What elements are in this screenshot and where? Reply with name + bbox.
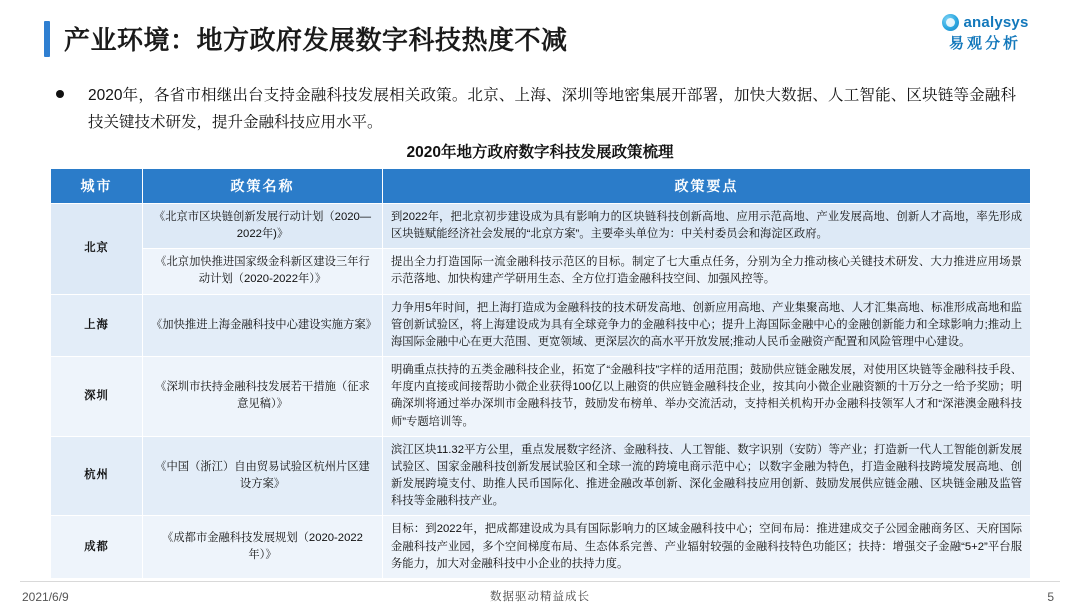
table-row: [51, 249, 1031, 294]
cell-policy-points: 到2022年，把北京初步建设成为具有影响力的区块链科技创新高地、应用示范高地、产业发展高地、创新人才高地，率先形成区块链赋能经济社会发展的“北京方案”。主要牵头单位为：中关村委员会和海淀区政府。: [383, 204, 1031, 249]
cell-city: 上海: [51, 294, 143, 356]
bullet-text: 2020年，各省市相继出台支持金融科技发展相关政策。北京、上海、深圳等地密集展开部署，加快大数据、人工智能、区块链等金融科技关键技术研发，提升金融科技应用水平。: [88, 87, 1016, 132]
cell-city: 深圳: [51, 357, 143, 437]
cell-city: 杭州: [51, 436, 143, 516]
cell-policy-points: 明确重点扶持的五类金融科技企业，拓宽了“金融科技”字样的适用范围；鼓励供应链金融发展，对使用区块链等金融科技手段、年度内直接或间接帮助小微企业获得100亿以上融资的供应链金融科技企业，按其向小微企业融资额的十万分之一给予奖励；明确深圳将通过举办深圳市金融科技节，鼓励发布榜单、举办交流活动，支持相关机构开办金融科技领军人才和“深港澳金融科技师”专题培训等。: [383, 357, 1031, 437]
footer-slogan: 数据驱动精益成长: [490, 591, 590, 603]
page-title: [44, 20, 568, 57]
bullet-paragraph: [56, 82, 1016, 136]
cell-policy-name: 《北京加快推进国家级金科新区建设三年行动计划（2020-2022年）》: [143, 249, 383, 294]
table-row: [51, 294, 1031, 356]
table-row: [51, 204, 1031, 249]
policy-table-wrap: [50, 168, 1030, 579]
title-accent-bar: [44, 21, 50, 57]
table-row: [51, 436, 1031, 516]
title-text: 产业环境：地方政府发展数字科技热度不减: [64, 25, 568, 55]
table-header-row: [51, 169, 1031, 204]
table-row: [51, 357, 1031, 437]
footer-divider: [20, 581, 1060, 582]
logo-subtitle: 易观分析: [948, 35, 1021, 52]
logo-top-row: [920, 14, 1050, 31]
col-header-policy-points: 政策要点: [383, 169, 1031, 204]
cell-city: 北京: [51, 204, 143, 295]
col-header-policy-name: 政策名称: [143, 169, 383, 204]
policy-table: [50, 168, 1031, 579]
cell-policy-name: 《成都市金融科技发展规划（2020-2022年）》: [143, 516, 383, 578]
cell-policy-points: 目标：到2022年，把成都建设成为具有国际影响力的区域金融科技中心；空间布局：推进建成交子公园金融商务区、天府国际金融科技产业园，多个空间梯度布局、生态体系完善、产业辐射较强的金融科技特色功能区；扶持：增强交子金融“5+2”平台服务能力，加大对金融科技中小企业的扶持力度。: [383, 516, 1031, 578]
cell-policy-points: 提出全力打造国际一流金融科技示范区的目标。制定了七大重点任务，分别为全力推动核心关键技术研发、大力推进应用场景示范落地、加快构建产学研用生态、全方位打造金融科技空间、加强风控等。: [383, 249, 1031, 294]
cell-policy-name: 《北京市区块链创新发展行动计划（2020—2022年)》: [143, 204, 383, 249]
col-header-city: 城市: [51, 169, 143, 204]
brand-logo: [920, 14, 1050, 53]
footer-page-number: 5: [1047, 590, 1054, 604]
table-caption: 2020年地方政府数字科技发展政策梳理: [406, 144, 674, 161]
analysys-logo-icon: [942, 14, 959, 31]
cell-policy-points: 力争用5年时间，把上海打造成为金融科技的技术研发高地、创新应用高地、产业集聚高地、人才汇集高地、标准形成高地和监管创新试验区，将上海建设成为具有全球竞争力的金融科技中心；提升上海国际金融中心的金融创新能力和全球影响力;推动上海国际金融中心在更大范围、更宽领域、更深层次的高水平开放发展;推动人民币金融资产配置和风险管理中心建设。: [383, 294, 1031, 356]
cell-city: 成都: [51, 516, 143, 578]
cell-policy-name: 《深圳市扶持金融科技发展若干措施（征求意见稿）》: [143, 357, 383, 437]
table-row: [51, 516, 1031, 578]
bullet-dot-icon: [56, 90, 64, 98]
footer-date: 2021/6/9: [22, 590, 69, 604]
logo-wordmark: analysys: [963, 14, 1029, 31]
cell-policy-name: 《加快推进上海金融科技中心建设实施方案》: [143, 294, 383, 356]
cell-policy-name: 《中国（浙江）自由贸易试验区杭州片区建设方案》: [143, 436, 383, 516]
cell-policy-points: 滨江区块11.32平方公里，重点发展数字经济、金融科技、人工智能、数字识别（安防）等产业；打造新一代人工智能创新发展试验区、国家金融科技创新发展试验区和全球一流的跨境电商示范中心；以数字金融为特色，打造金融科技跨境发展高地、创新发展跨境支付、助推人民币国际化、推进金融改革创新、深化金融科技应用创新、鼓励发展供应链金融、区块链金融及监管科技等金融科技产业。: [383, 436, 1031, 516]
